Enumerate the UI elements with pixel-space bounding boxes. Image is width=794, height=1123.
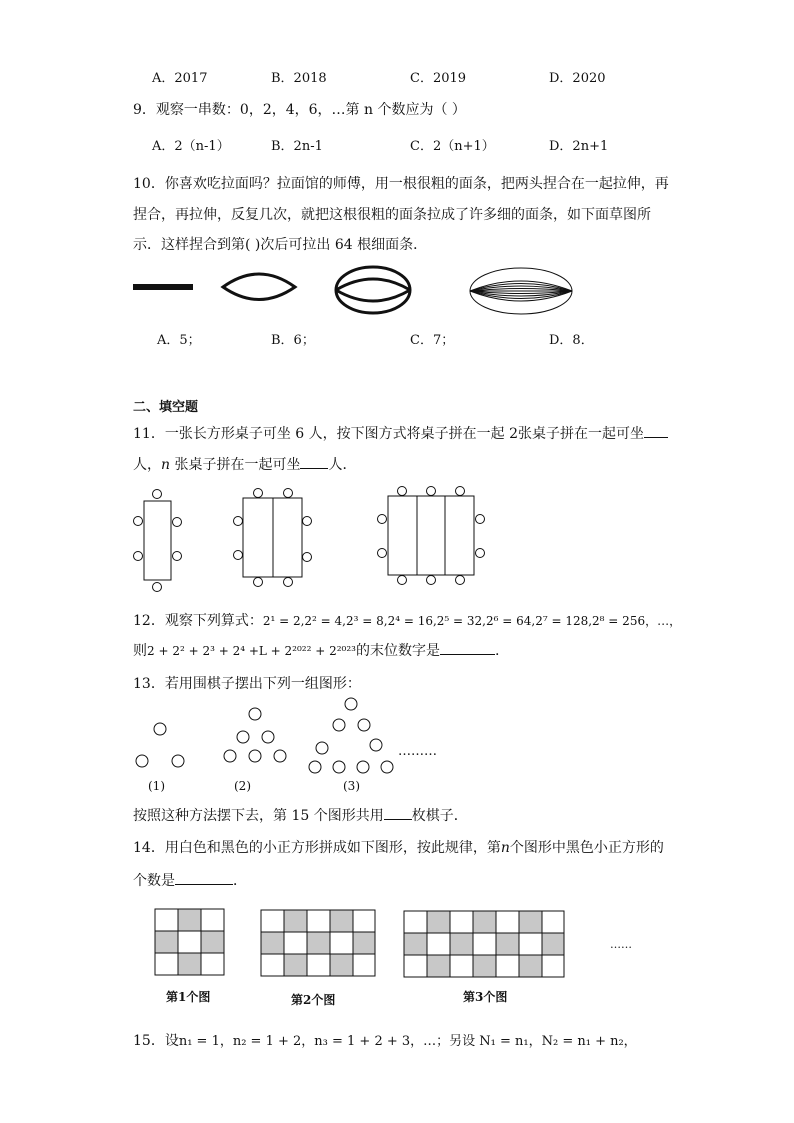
q8-option-d: D．2020: [549, 71, 606, 86]
q12-line1-text: 12．观察下列算式：: [133, 613, 263, 629]
q8-option-a: A．2017: [152, 71, 208, 86]
q12-line2-c: .: [494, 643, 500, 659]
q13-label-3: (3): [343, 779, 360, 793]
q14-line1-b: 个图形中黑色小正方形的: [509, 840, 664, 856]
q12-line2-a: 则: [133, 643, 147, 659]
q15-line: [133, 1030, 637, 1050]
q11-line1-text: 11．一张长方形桌子可坐 6 人，按下图方式将桌子拼在一起 2张桌子拼在一起可坐: [133, 426, 644, 442]
q11-variable-n: n: [161, 457, 171, 473]
q9-option-d: D．2n+1: [549, 139, 609, 154]
q9-option-c: C．2（n+1）: [410, 139, 495, 154]
q10-line2: 捏合，再拉伸，反复几次，就把这根很粗的面条拉成了许多细的面条，如下面草图所: [133, 207, 651, 223]
q14-caption-1: 第1个图: [166, 990, 211, 1004]
q8-option-c: C．2019: [410, 71, 467, 86]
q10-option-a: A．5；: [157, 333, 201, 348]
q13-follow-a: 按照这种方法摆下去，第 15 个图形共用: [133, 808, 384, 824]
q12-sum-formula: 2 + 2² + 2³ + 2⁴ +L + 2²⁰²² + 2²⁰²³: [147, 644, 356, 658]
q10-line3: 示．这样捏合到第( )次后可拉出 64 根细面条．: [133, 237, 428, 253]
grid-2: [261, 910, 375, 976]
q11-line2-c: 张桌子拼在一起可坐: [170, 457, 301, 473]
q10-line1: 10．你喜欢吃拉面吗？拉面馆的师傅，用一根很粗的面条，把两头捏合在一起拉伸，再: [133, 176, 669, 192]
q13-label-2: (2): [234, 779, 251, 793]
q13-stem: 13．若用围棋子摆出下列一组图形：: [133, 676, 361, 692]
q14-line2-b: ．: [233, 873, 247, 889]
q14-line1-a: 14．用白色和黑色的小正方形拼成如下图形，按此规律，第: [133, 840, 501, 856]
q10-option-b: B．6；: [271, 333, 315, 348]
q15-text-a: 15．设: [133, 1033, 179, 1049]
q12-line2-b: 的末位数字是: [355, 643, 440, 659]
q9-option-a: A．2（n-1）: [152, 139, 230, 154]
grid-1: [155, 909, 224, 975]
q14-caption-2: 第2个图: [291, 993, 336, 1007]
q11-line2-a: 人，: [133, 457, 161, 473]
q10-option-c: C．7；: [410, 333, 455, 348]
grid-3: [404, 911, 564, 977]
q8-option-b: B．2018: [271, 71, 327, 86]
q12-formula: 2¹ = 2,2² = 4,2³ = 8,2⁴ = 16,2⁵ = 32,2⁶ = 64,2⁷ = 128,2⁸ = 256，…，: [262, 614, 682, 628]
q9-option-b: B．2n-1: [271, 139, 323, 154]
q14-ellipsis: ……: [610, 938, 632, 951]
q15-formula: n₁ = 1，n₂ = 1 + 2，n₃ = 1 + 2 + 3，…；另设 N₁ = n₁，N₂ = n₁ + n₂，: [178, 1034, 637, 1049]
q10-option-d: D．8．: [549, 333, 594, 348]
q14-variable-n: n: [500, 840, 510, 856]
section-title: 二、填空题: [133, 400, 199, 415]
q14-caption-3: 第3个图: [463, 990, 508, 1004]
q13-ellipsis: ………: [398, 744, 437, 759]
q9-stem: 9．观察一串数：0，2，4，6，…第 n 个数应为（ ）: [133, 102, 466, 118]
q13-label-1: (1): [148, 779, 165, 793]
q11-line2-d: 人．: [328, 457, 357, 473]
q13-follow-b: 枚棋子．: [411, 808, 468, 824]
q14-line2-a: 个数是: [133, 873, 175, 889]
